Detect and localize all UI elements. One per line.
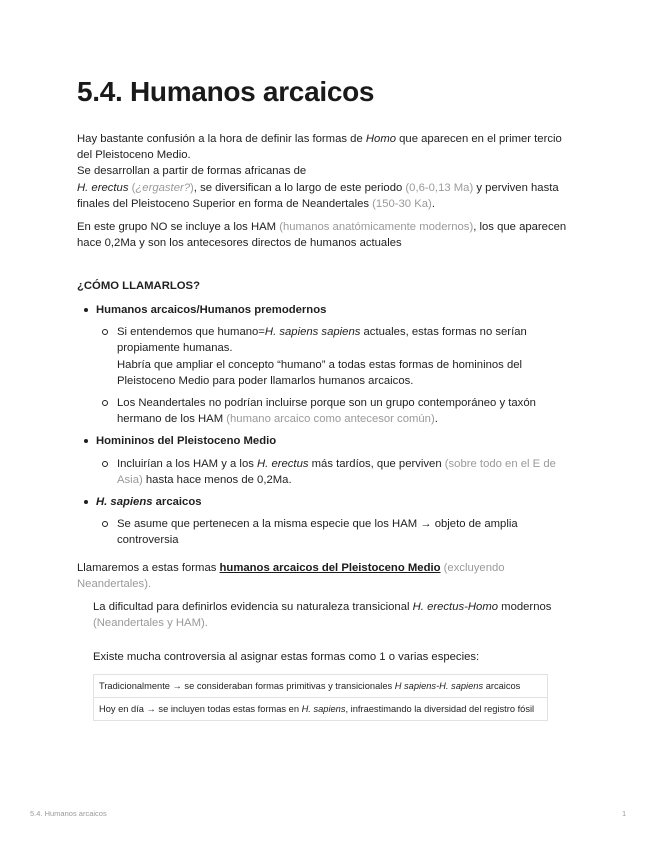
table-cell — [94, 698, 548, 721]
table-row — [94, 698, 548, 721]
list-item — [77, 302, 577, 427]
sub-list-item — [96, 395, 577, 427]
cell-text: , infraestimando la diversidad del registro fósil — [345, 704, 535, 714]
species-term: H sapiens-H. sapiens — [394, 681, 484, 691]
ham-paragraph — [77, 219, 577, 251]
table-row — [94, 675, 548, 698]
dif-text: La dificultad para definirlos evidencia su naturaleza transicional — [93, 601, 413, 613]
page-title: 5.4. Humanos arcaicos — [77, 76, 375, 107]
intro-text: . — [431, 197, 435, 210]
cell-text: arcaicos — [483, 681, 521, 691]
sub-list-item — [96, 456, 577, 488]
intro-text: que aparecen en el primer tercio del Pleistoceno Medio. — [77, 133, 562, 162]
intro-line-2: Se desarrollan a partir de formas africanas de — [77, 165, 307, 178]
list-item — [77, 494, 577, 549]
intro-text: Hay bastante confusión a la hora de definir las formas de — [77, 133, 366, 145]
list-item-title: Homininos del Pleistoceno Medio — [96, 435, 277, 448]
ham-gray: (humanos anatómicamente modernos) — [279, 221, 474, 233]
date-range: (0,6-0,13 Ma) — [405, 181, 474, 194]
title-text: arcaicos — [152, 496, 202, 509]
call-text: . — [147, 578, 152, 591]
intro-line-1 — [77, 131, 577, 163]
paren: ( — [128, 181, 136, 194]
footer-title: 5.4. Humanos arcaicos — [30, 809, 107, 818]
sub-list — [96, 516, 577, 548]
dif-gray: (Neandertales y HAM) — [93, 617, 205, 630]
sub-text: Los Neandertales no podrían incluirse porque son un grupo contemporáneo y taxón hermano de los HAM — [117, 397, 536, 426]
sub-text: Si entendemos que humano= — [117, 326, 265, 339]
list-item-title: Humanos arcaicos/Humanos premodernos — [96, 304, 327, 316]
dif-text: modernos — [498, 601, 552, 613]
sub-list — [96, 324, 577, 427]
sub-list-item — [96, 324, 577, 389]
sub-text: . — [434, 413, 438, 426]
cell-text: Tradicionalmente → se consideraban formas primitivas y transicionales — [99, 681, 395, 691]
species-term: H. sapiens sapiens — [264, 326, 361, 339]
dif-text: . — [204, 617, 208, 630]
controversy-paragraph: Existe mucha controversia al asignar estas formas como 1 o varias especies: — [93, 651, 480, 663]
intro-text: y perviven hasta finales del Pleistoceno Superior en forma de Neandertales — [77, 181, 559, 210]
species-term: H. erectus-Homo — [412, 601, 499, 613]
naming-paragraph — [77, 560, 577, 592]
call-text: Llamaremos a estas formas — [77, 562, 220, 574]
call-gray: (excluyendo Neandertales) — [77, 562, 505, 591]
intro-text: , se diversifican a lo largo de este periodo — [193, 181, 406, 194]
species-term: H. sapiens — [301, 704, 346, 714]
section-heading: ¿CÓMO LLAMARLOS? — [77, 280, 200, 292]
table-cell — [94, 675, 548, 698]
species-term: H. sapiens — [96, 496, 153, 509]
naming-link[interactable]: humanos arcaicos del Pleistoceno Medio — [219, 562, 441, 574]
sub-text: Habría que ampliar el concepto “humano” a todas estas formas de homininos del Pleistoceno Medio para poder llamarlos humanos arcaicos. — [117, 358, 523, 387]
ham-text: En este grupo NO se incluye a los HAM — [77, 221, 280, 233]
intro-line-3 — [77, 180, 577, 212]
names-list — [77, 302, 577, 555]
sub-gray: (sobre todo en el E de Asia) — [117, 457, 556, 486]
difficulty-paragraph — [93, 599, 577, 631]
intro-paragraph — [77, 131, 577, 212]
species-term: H. erectus — [257, 457, 309, 470]
cell-text: Hoy en día → se incluyen todas estas formas en — [99, 704, 302, 714]
erectus-term: H. erectus — [77, 181, 129, 194]
list-item — [77, 433, 577, 488]
homo-term: Homo — [365, 133, 397, 145]
sub-text: hasta hace menos de 0,2Ma. — [142, 473, 292, 486]
ham-text: , los que aparecen hace 0,2Ma y son los antecesores directos de humanos actuales — [77, 221, 567, 250]
sub-gray: (humano arcaico como antecesor común) — [226, 413, 435, 426]
sub-text: actuales, estas formas no serían propiamente humanas. — [117, 326, 527, 355]
sub-list-item: Se asume que pertenecen a la misma especie que los HAM → objeto de amplia controversia — [96, 516, 577, 548]
sub-list — [96, 456, 577, 488]
ergaster-term: ¿ergaster? — [135, 181, 191, 194]
sub-text: más tardíos, que perviven — [308, 457, 445, 470]
date-range: (150-30 Ka) — [372, 197, 432, 210]
paren: ) — [190, 181, 194, 194]
sub-text: Incluirían a los HAM y a los — [117, 457, 258, 470]
list-item-title — [96, 494, 577, 510]
species-table — [93, 674, 548, 721]
page-number: 1 — [622, 809, 627, 818]
